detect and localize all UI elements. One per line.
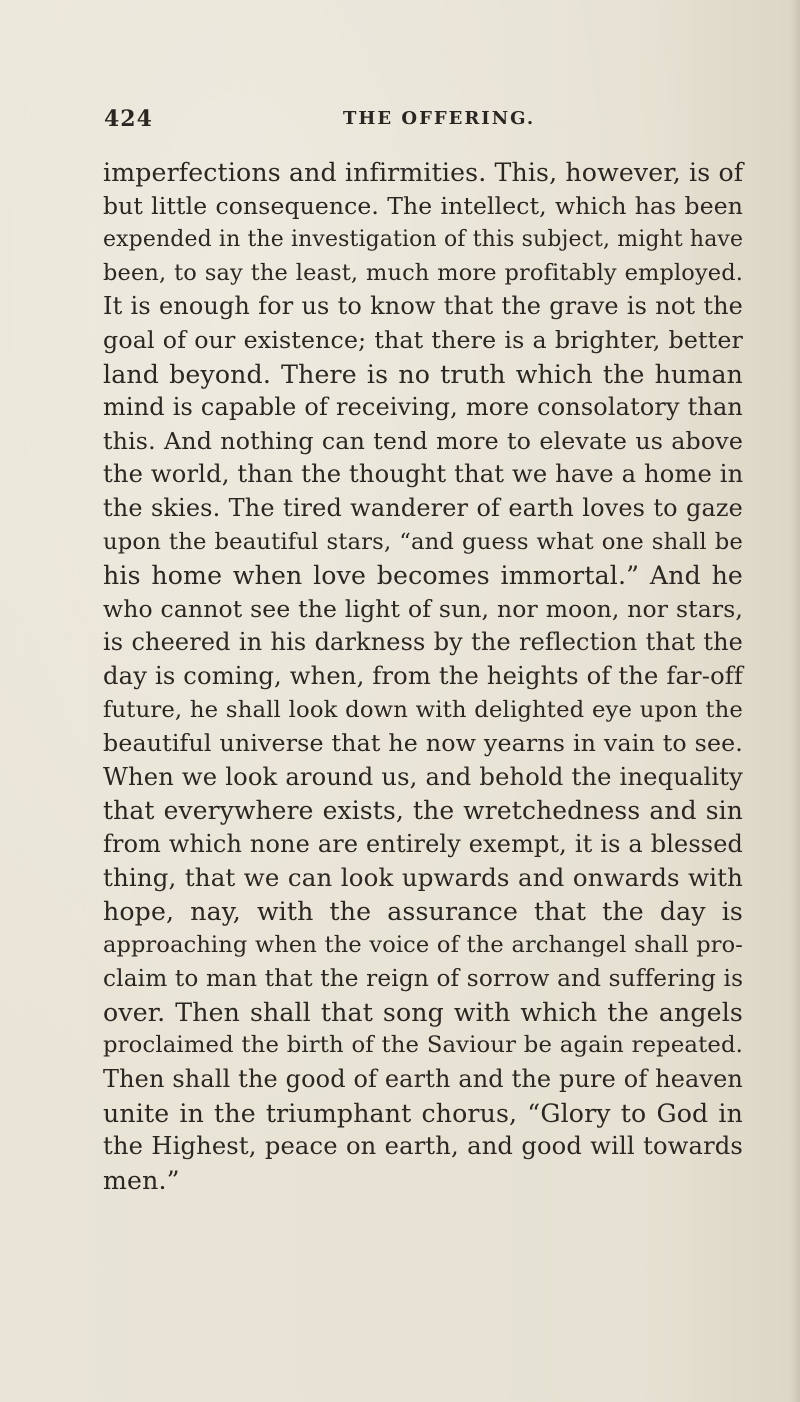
text-line: day is coming, when, from the heights of the far-off bbox=[103, 661, 743, 690]
text-line: beautiful universe that he now yearns in vain to see. bbox=[103, 729, 743, 758]
text-line: approaching when the voice of the archangel shall pro- bbox=[103, 931, 743, 958]
text-line: thing, that we can look upwards and onwards with bbox=[103, 863, 743, 893]
page-edge-shadow bbox=[790, 0, 800, 1402]
text-line: is cheered in his darkness by the reflection that the bbox=[103, 628, 743, 657]
text-line: imperfections and infirmities. This, however, is of bbox=[103, 158, 744, 187]
text-line: men.” bbox=[103, 1165, 180, 1195]
text-line: been, to say the least, much more profitably employed. bbox=[103, 259, 743, 286]
text-line: the skies. The tired wanderer of earth loves to gaze bbox=[103, 493, 743, 522]
text-line: goal of our existence; that there is a brighter, better bbox=[103, 325, 743, 354]
text-line: the world, than the thought that we have a home in bbox=[103, 460, 744, 489]
body-text bbox=[103, 156, 743, 1197]
text-line: claim to man that the reign of sorrow and suffering is bbox=[103, 965, 744, 993]
text-line: the Highest, peace on earth, and good will towards bbox=[103, 1132, 743, 1161]
text-line: from which none are entirely exempt, it is a blessed bbox=[103, 829, 743, 858]
text-line: but little consequence. The intellect, which has been bbox=[103, 191, 743, 220]
text-line: When we look around us, and behold the inequality bbox=[103, 762, 743, 791]
text-line: It is enough for us to know that the grave is not the bbox=[103, 292, 743, 321]
text-line: over. Then shall that song with which the angels bbox=[103, 997, 743, 1027]
text-line: who cannot see the light of sun, nor moon, nor stars, bbox=[103, 594, 743, 623]
page-header bbox=[104, 106, 744, 136]
text-line: expended in the investigation of this subject, might have bbox=[103, 227, 744, 253]
text-line: mind is capable of receiving, more consolatory than bbox=[103, 393, 743, 422]
text-line: Then shall the good of earth and the pure of heaven bbox=[103, 1065, 743, 1094]
page-number: 424 bbox=[104, 106, 153, 132]
text-line: land beyond. There is no truth which the human bbox=[103, 359, 743, 389]
text-line: upon the beautiful stars, “and guess what one shall be bbox=[103, 528, 743, 555]
text-line: unite in the triumphant chorus, “Glory to God in bbox=[103, 1098, 743, 1128]
running-head: THE OFFERING. bbox=[343, 108, 536, 129]
text-line: this. And nothing can tend more to elevate us above bbox=[103, 426, 743, 455]
text-line: his home when love becomes immortal.” And he bbox=[103, 561, 743, 591]
text-line: that everywhere exists, the wretchedness and sin bbox=[103, 796, 743, 826]
text-line: hope, nay, with the assurance that the day is bbox=[103, 897, 743, 927]
text-line: proclaimed the birth of the Saviour be again repeated. bbox=[103, 1032, 743, 1059]
text-line: future, he shall look down with delighted eye upon the bbox=[103, 696, 743, 723]
